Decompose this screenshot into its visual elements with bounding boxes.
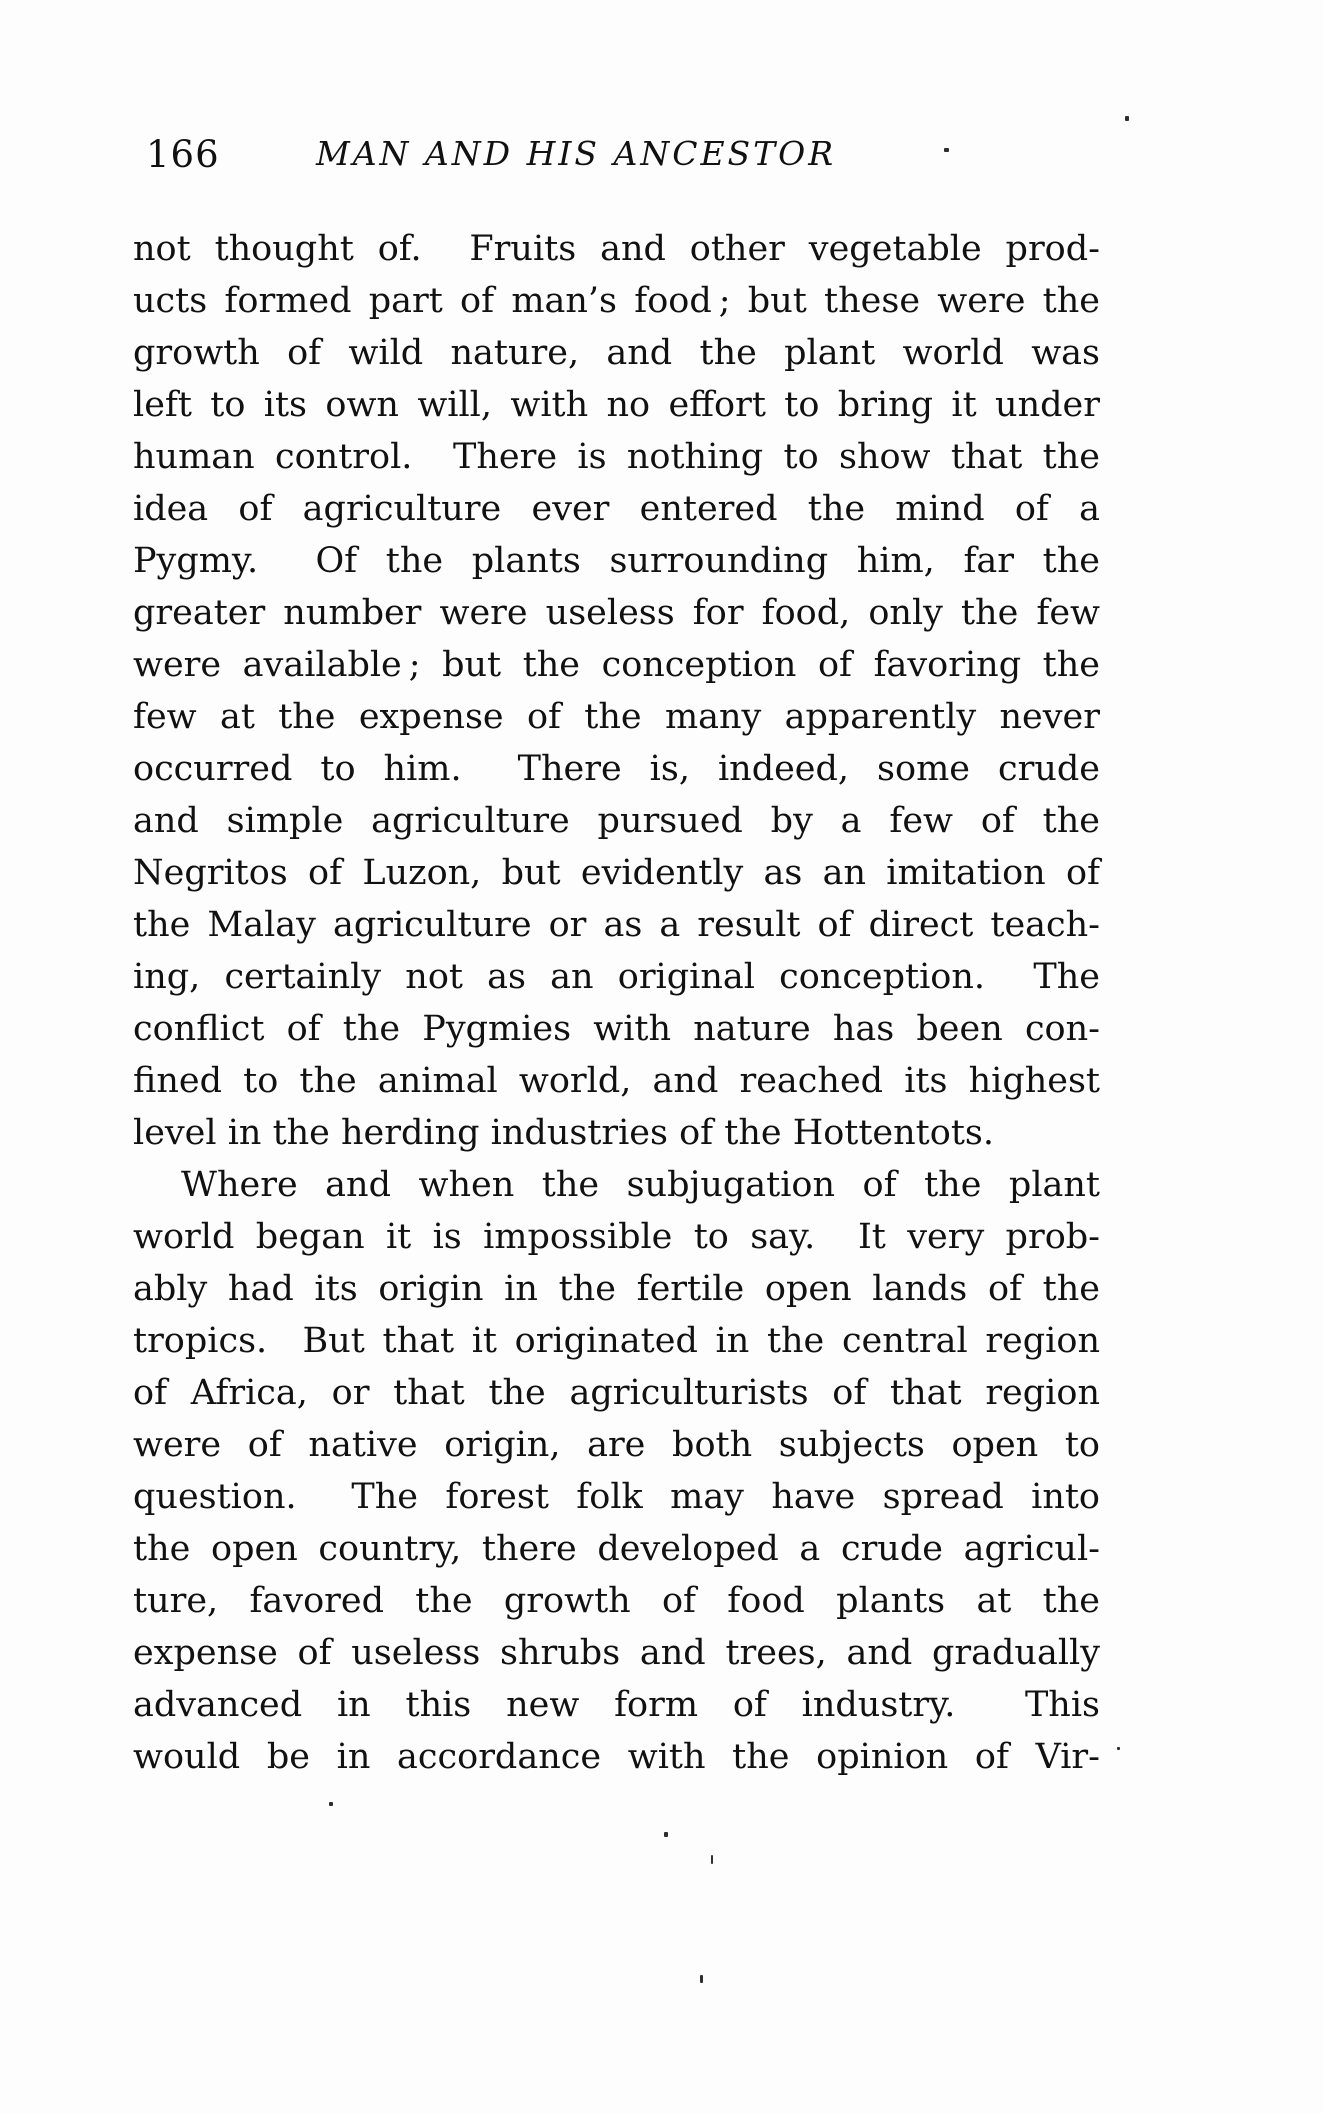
- scan-speck: [329, 1802, 333, 1806]
- page-body-text: [133, 223, 1100, 1783]
- text-line: greater number were useless for food, only the few: [133, 593, 1100, 633]
- scan-speck: [664, 1832, 668, 1837]
- text-line: fined to the animal world, and reached its highest: [133, 1061, 1100, 1101]
- scan-speck: [711, 1855, 713, 1864]
- text-line: level in the herding industries of the Hottentots.: [133, 1113, 994, 1153]
- text-line: ing, certainly not as an original conception. The: [133, 957, 1100, 997]
- text-line: expense of useless shrubs and trees, and gradually: [133, 1633, 1100, 1673]
- text-line: left to its own will, with no effort to bring it under: [133, 385, 1100, 425]
- text-line: few at the expense of the many apparently never: [133, 697, 1100, 737]
- text-line: Where and when the subjugation of the plant: [181, 1165, 1100, 1205]
- scan-speck: [944, 148, 949, 152]
- running-header-title: MAN AND HIS ANCESTOR: [315, 134, 837, 173]
- scan-speck: [1117, 1747, 1120, 1750]
- text-line: conflict of the Pygmies with nature has been con-: [133, 1009, 1100, 1049]
- scan-speck: [1125, 116, 1129, 121]
- text-line: advanced in this new form of industry. This: [133, 1685, 1100, 1725]
- text-line: human control. There is nothing to show that the: [133, 437, 1100, 477]
- text-line: growth of wild nature, and the plant world was: [133, 333, 1100, 373]
- text-line: Negritos of Luzon, but evidently as an imitation of: [133, 853, 1100, 893]
- text-line: would be in accordance with the opinion of Vir-: [133, 1737, 1100, 1777]
- scan-speck: [700, 1975, 703, 1983]
- text-line: question. The forest folk may have spread into: [133, 1477, 1100, 1517]
- text-line: Pygmy. Of the plants surrounding him, far the: [133, 541, 1100, 581]
- text-line: were of native origin, are both subjects open to: [133, 1425, 1100, 1465]
- text-line: the Malay agriculture or as a result of direct teach-: [133, 905, 1100, 945]
- text-line: tropics. But that it originated in the central region: [133, 1321, 1100, 1361]
- text-line: ture, favored the growth of food plants at the: [133, 1581, 1100, 1621]
- text-line: ucts formed part of man’s food ; but these were the: [133, 281, 1100, 321]
- text-line: occurred to him. There is, indeed, some crude: [133, 749, 1100, 789]
- text-line: ably had its origin in the fertile open lands of the: [133, 1269, 1100, 1309]
- text-line: were available ; but the conception of favoring the: [133, 645, 1100, 685]
- text-line: the open country, there developed a crude agricul-: [133, 1529, 1100, 1569]
- text-line: world began it is impossible to say. It very prob-: [133, 1217, 1100, 1257]
- text-line: of Africa, or that the agriculturists of that region: [133, 1373, 1100, 1413]
- text-line: and simple agriculture pursued by a few of the: [133, 801, 1100, 841]
- page-number: 166: [146, 133, 220, 176]
- text-line: idea of agriculture ever entered the mind of a: [133, 489, 1100, 529]
- text-line: not thought of. Fruits and other vegetable prod-: [133, 229, 1100, 269]
